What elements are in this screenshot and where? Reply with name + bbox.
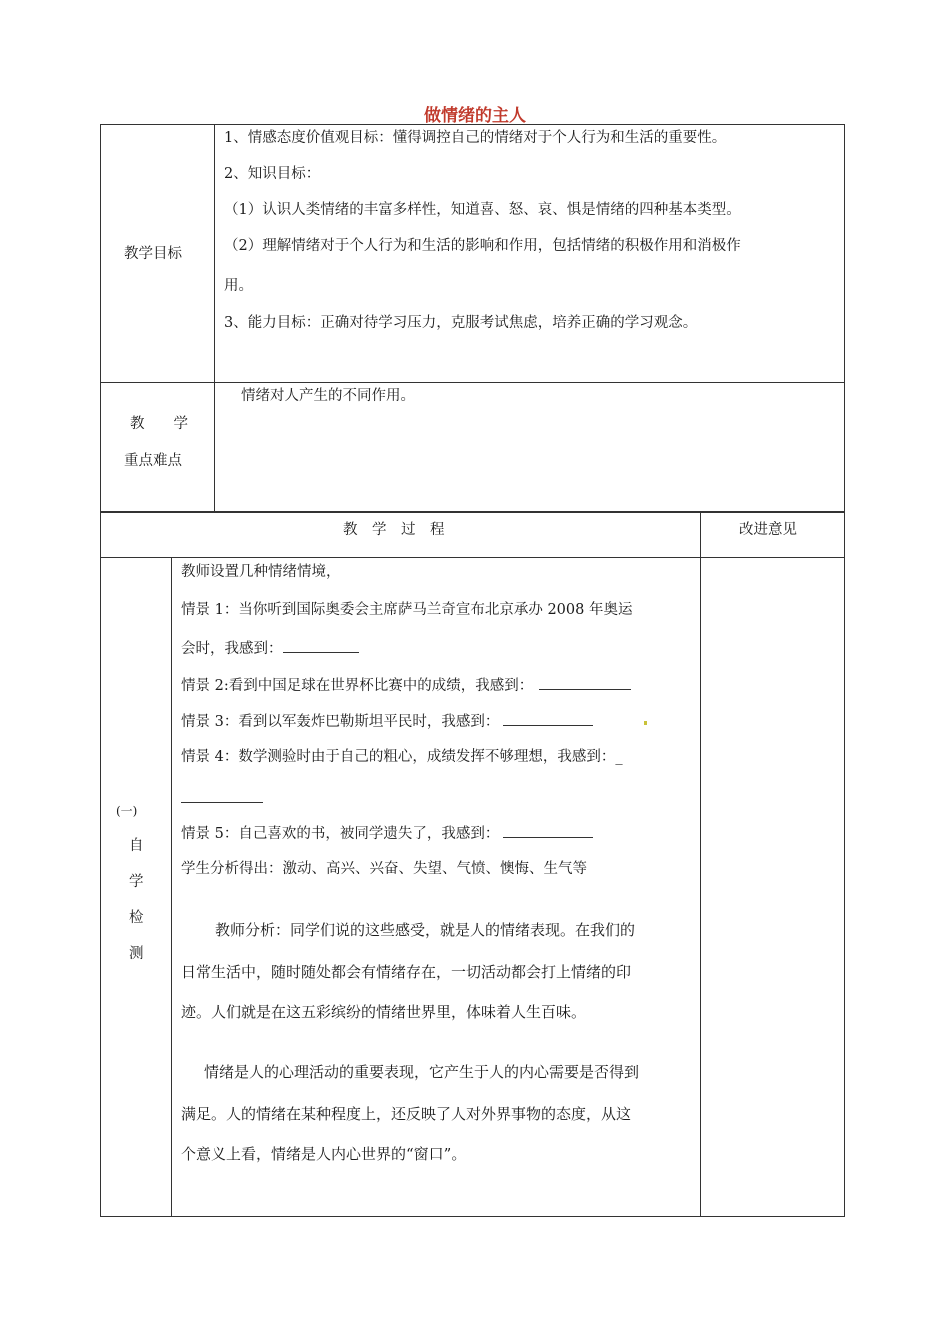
scenario-5: 情景 5：自己喜欢的书，被同学遗失了，我感到： [181, 823, 593, 844]
scenario-1-line-1: 情景 1：当你听到国际奥委会主席萨马兰奇宣布北京承办 2008 年奥运 [181, 602, 633, 618]
section-one-right-divider [700, 557, 701, 1217]
answer-blank-2[interactable] [539, 675, 631, 690]
process-header-label: 教 学 过 程 [343, 522, 445, 538]
scenario-2: 情景 2:看到中国足球在世界杯比赛中的成绩，我感到： [181, 675, 631, 696]
scenario-3: 情景 3：看到以军轰炸巴勒斯坦平民时，我感到： [181, 711, 593, 732]
section-one-label-0: (一) [116, 804, 138, 818]
scenario-4: 情景 4：数学测验时由于自己的粗心，成绩发挥不够理想，我感到：_ [181, 749, 623, 765]
answer-blank-1[interactable] [283, 638, 359, 653]
emotion-summary-2: 满足。人的情绪在某种程度上，还反映了人对外界事物的态度，从这 [181, 1105, 632, 1123]
key-points-label-2: 重点难点 [124, 453, 182, 469]
document-title: 做情绪的主人 [424, 106, 526, 126]
teacher-analysis-1: 教师分析：同学们说的这些感受，就是人的情绪表现。在我们的 [215, 921, 636, 939]
highlight-mark [644, 721, 647, 725]
section-one-label-3: 检 [129, 910, 144, 926]
scenario-intro: 教师设置几种情绪情境， [181, 564, 341, 580]
scenario-1-line-2: 会时，我感到： [181, 638, 359, 659]
answer-blank-5[interactable] [503, 823, 593, 838]
process-header-row [100, 512, 845, 558]
objective-line-1: 1、情感态度价值观目标：懂得调控自己的情绪对于个人行为和生活的重要性。 [224, 130, 727, 146]
section-one-left-divider [171, 557, 172, 1217]
emotion-summary-1: 情绪是人的心理活动的重要表现，它产生于人的内心需要是否得到 [204, 1063, 640, 1081]
objective-line-6: 3、能力目标：正确对待学习压力，克服考试焦虑，培养正确的学习观念。 [224, 315, 698, 331]
emotion-summary-3: 个意义上看，情绪是人内心世界的“窗口”。 [181, 1145, 467, 1163]
objective-line-2: 2、知识目标： [224, 166, 321, 182]
objective-line-4: （2）理解情绪对于个人行为和生活的影响和作用，包括情绪的积极作用和消极作 [224, 238, 741, 254]
improve-header-label: 改进意见 [739, 522, 797, 538]
key-points-content: 情绪对人产生的不同作用。 [241, 388, 415, 404]
teacher-analysis-2: 日常生活中，随时随处都会有情绪存在，一切活动都会打上情绪的印 [181, 963, 632, 981]
objective-line-5: 用。 [224, 278, 253, 294]
key-points-label-1: 教 学 [130, 416, 188, 432]
objective-line-3: （1）认识人类情绪的丰富多样性，知道喜、怒、哀、惧是情绪的四种基本类型。 [224, 202, 741, 218]
teacher-analysis-3: 迹。人们就是在这五彩缤纷的情绪世界里，体味着人生百味。 [181, 1003, 587, 1021]
answer-blank-3[interactable] [503, 711, 593, 726]
answer-blank-4[interactable] [181, 788, 263, 803]
objectives-label: 教学目标 [124, 246, 182, 262]
section-one-label-2: 学 [129, 874, 144, 890]
section-one-label-4: 测 [129, 946, 144, 962]
objectives-divider [214, 124, 215, 512]
process-header-divider [700, 512, 701, 558]
section-one-label-1: 自 [129, 838, 144, 854]
student-analysis: 学生分析得出：激动、高兴、兴奋、失望、气愤、懊悔、生气等 [181, 861, 587, 877]
objectives-row-divider [100, 382, 845, 383]
